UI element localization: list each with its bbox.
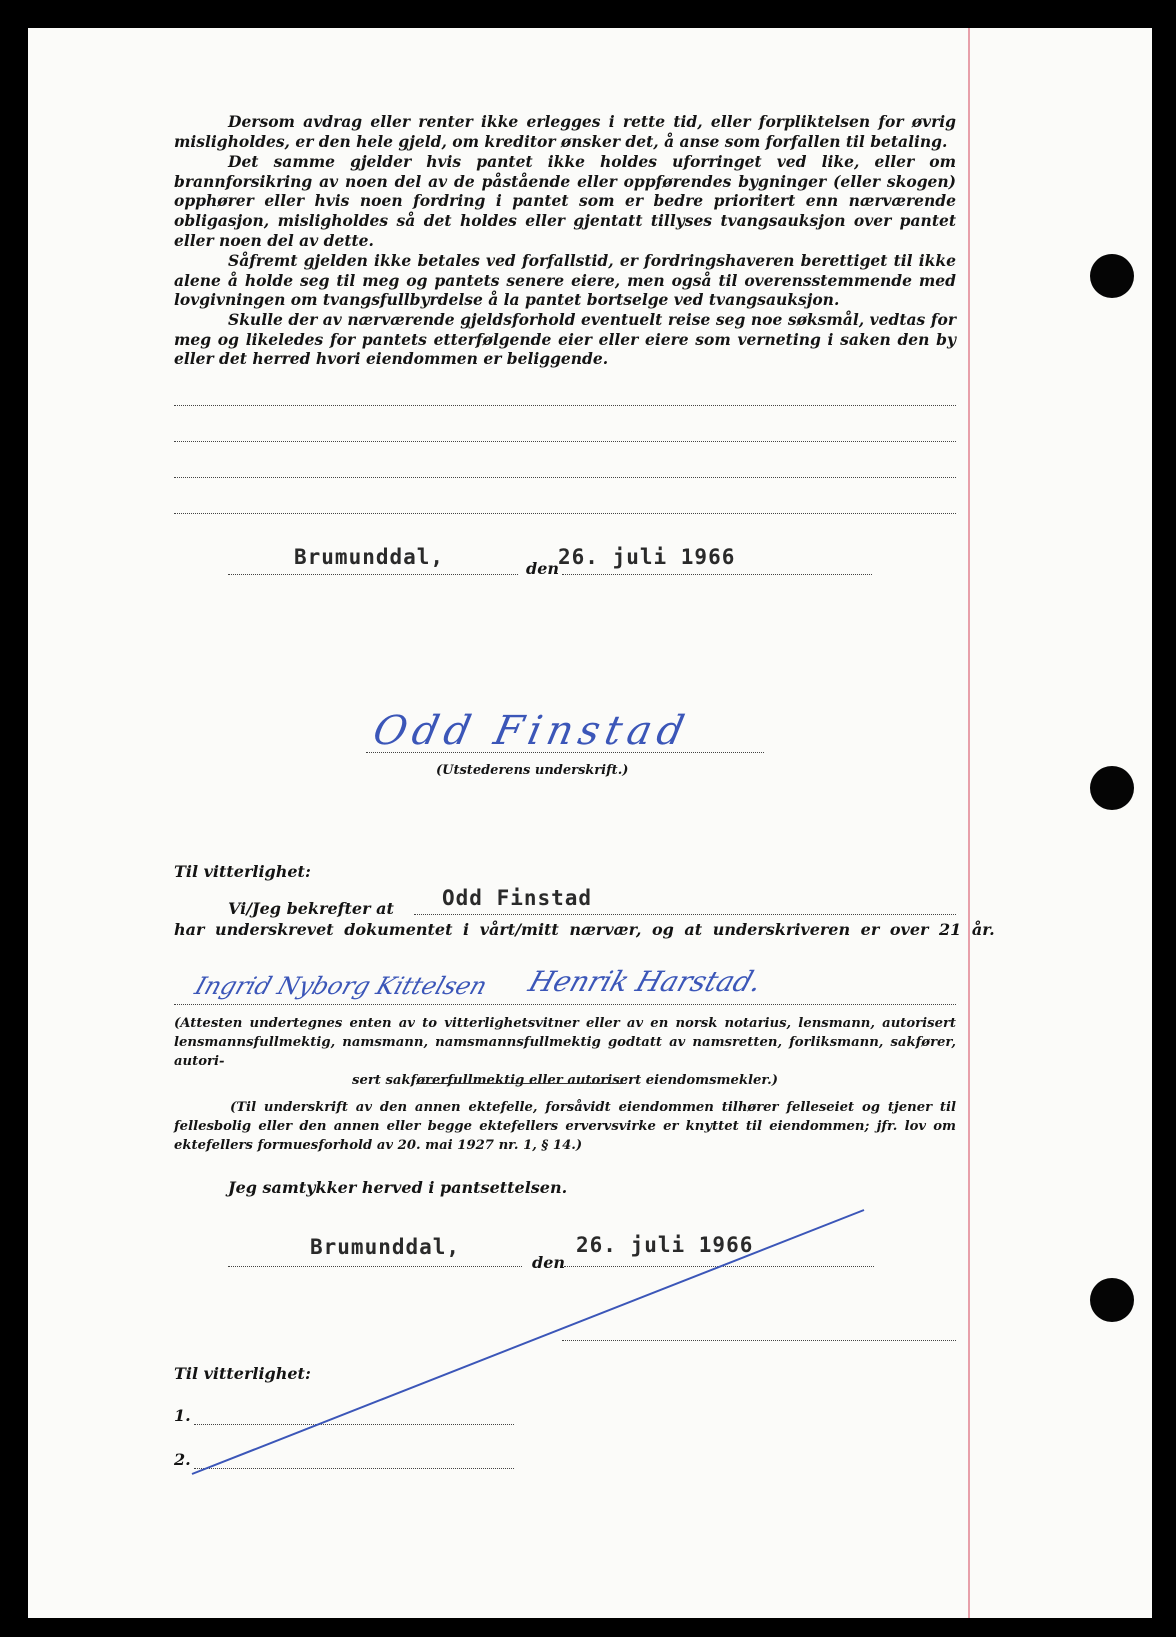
paragraph-insurance: Det samme gjelder hvis pantet ikke holdes uforringet ved like, eller om brannforsikring av noen del av de påstående eller oppførendes bygninger (eller skogen) opphører eller hvis noen fordring i pantet som er bedre prioritert enn nærværende obligasjon, misligholdes så det holdes eller gjentatt tillyses tvangsauksjon over pantet eller noen del av dette. (174, 152, 956, 250)
paragraph-enforcement: Såfremt gjelden ikke betales ved forfallstid, er fordringshaveren berettiget til ikke alene å holde seg til meg og pantets senere eiere, men også til overensstemmende med lovgivningen om tvangsfullbyrdelse å la pantet bortselge ved tvangsauksjon. (174, 251, 956, 310)
strike-line (192, 1210, 864, 1474)
den-label-2: den (532, 1253, 565, 1272)
date-typed-2: 26. juli 1966 (576, 1233, 754, 1257)
confirm-label: Vi/Jeg bekrefter at (228, 899, 394, 918)
date-typed: 26. juli 1966 (558, 545, 736, 569)
witness-signature-2: Henrik Harstad. (524, 965, 767, 998)
witness-heading: Til vitterlighet: (174, 862, 311, 881)
place-typed-2: Brumunddal, (310, 1235, 461, 1259)
paragraph-venue: Skulle der av nærværende gjeldsforhold eventuelt reise seg noe søksmål, vedtas for meg og likeledes for pantets etterfølgende eier eller eiere som verneting i saken den by eller det herred hvori eiendommen er beliggende. (174, 310, 956, 369)
witness-line-1-label: 1. (174, 1406, 191, 1425)
spouse-note: (Til underskrift av den annen ektefelle, forsåvidt eiendommen tilhører felleseiet og tjener til fellesbolig eller den annen eller begge ektefellers ervervsvirke er knyttet til eiendommen; jfr. lov om ektefellers formuesforhold av 20. mai 1927 nr. 1, § 14.) (174, 1100, 956, 1153)
issuer-signature: Odd Finstad (369, 708, 694, 754)
place-typed: Brumunddal, (294, 545, 445, 569)
confirmed-name-typed: Odd Finstad (442, 886, 593, 910)
strike-through-line (28, 28, 1152, 1618)
consent-text: Jeg samtykker herved i pantsettelsen. (228, 1178, 568, 1197)
witness-line-2-label: 2. (174, 1450, 191, 1469)
paragraph-default: Dersom avdrag eller renter ikke erlegges i rette tid, eller forpliktelsen for øvrig misligholdes, er den hele gjeld, om kreditor ønsker det, å anse som forfallen til betaling. (174, 112, 956, 151)
document-page (28, 28, 1152, 1618)
witness-signature-1: Ingrid Nyborg Kittelsen (191, 972, 491, 1000)
witness-statement: har underskrevet dokumentet i vårt/mitt nærvær, og at underskriveren er over 21 år. (174, 920, 995, 939)
attest-note-last: sert sakførerfullmektig eller autorisert eiendomsmekler.) (352, 1073, 778, 1088)
den-label: den (526, 559, 559, 578)
issuer-caption: (Utstederens underskrift.) (436, 763, 629, 778)
witness-heading-2: Til vitterlighet: (174, 1364, 311, 1383)
attest-note-main: (Attesten undertegnes enten av to vitterlighetsvitner eller av en norsk notarius, lensmann, autorisert lensmannsfullmektig, namsmann, namsmannsfullmektig godtatt av namsretten, forliksmann, sakfører, autori- (174, 1016, 956, 1069)
